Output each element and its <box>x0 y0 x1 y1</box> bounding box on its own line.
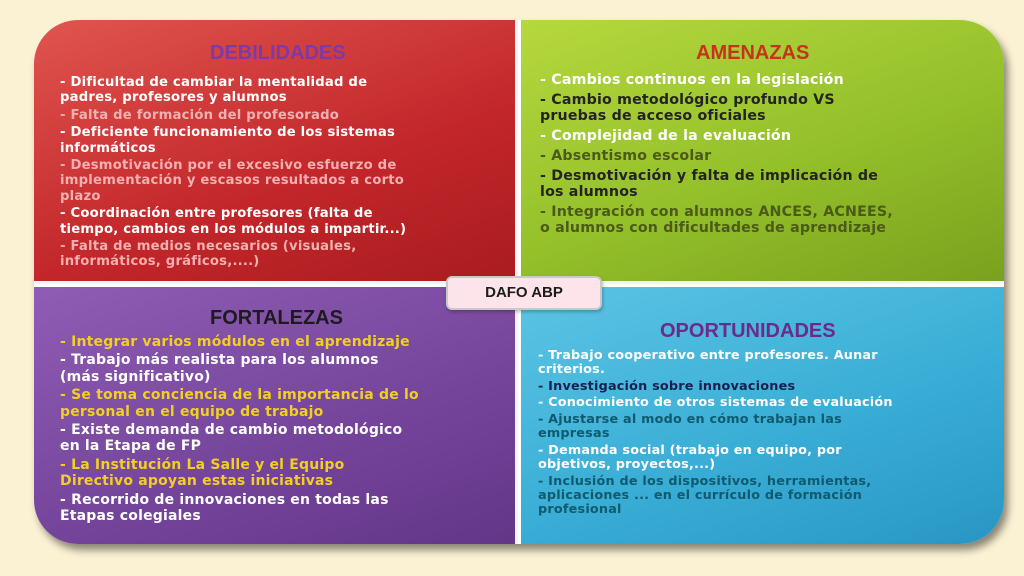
amenazas-title: AMENAZAS <box>696 42 810 64</box>
list-item: - Investigación sobre innovaciones <box>538 378 796 394</box>
list-item: - Desmotivación por el excesivo esfuerzo de implementación y escasos resultados a corto plazo <box>60 158 405 204</box>
list-item: - Dificultad de cambiar la mentalidad de padres, profesores y alumnos <box>60 75 368 106</box>
list-item: - Absentismo escolar <box>540 148 712 165</box>
list-item: - Cambios continuos en la legislación <box>540 72 844 88</box>
debilidades-title: DEBILIDADES <box>210 42 346 64</box>
list-item: - Coordinación entre profesores (falta de tiempo, cambios en los módulos a impartir...) <box>60 206 407 237</box>
center-label: DAFO ABP <box>446 276 602 310</box>
oportunidades-title: OPORTUNIDADES <box>660 320 836 342</box>
list-item: - Trabajo cooperativo entre profesores. Aunar criterios. <box>538 348 878 378</box>
list-item: - Integración con alumnos ANCES, ACNEES, o alumnos con dificultades de aprendizaje <box>540 204 893 236</box>
list-item: - Inclusión de los dispositivos, herramientas, aplicaciones ... en el currículo de formación profesional <box>538 473 872 517</box>
list-item: - Complejidad de la evaluación <box>540 127 792 144</box>
list-item: - Deficiente funcionamiento de los sistemas informáticos <box>60 125 396 156</box>
list-item: - Falta de formación del profesorado <box>60 107 339 123</box>
list-item: - Integrar varios módulos en el aprendizaje <box>60 334 410 350</box>
list-item: - Falta de medios necesarios (visuales, informáticos, gráficos,....) <box>60 239 357 270</box>
debilidades-list <box>60 75 406 272</box>
list-item: - Cambio metodológico profundo VS pruebas de acceso oficiales <box>540 92 835 124</box>
list-item: - Demanda social (trabajo en equipo, por objetivos, proyectos,...) <box>538 442 842 472</box>
list-item: - Recorrido de innovaciones en todas las Etapas colegiales <box>60 491 389 525</box>
list-item: - Se toma conciencia de la importancia de lo personal en el equipo de trabajo <box>60 387 419 420</box>
dafo-board <box>34 20 1004 544</box>
list-item: - La Institución La Salle y el Equipo Directivo apoyan estas iniciativas <box>60 456 345 490</box>
list-item: - Trabajo más realista para los alumnos (más significativo) <box>60 352 379 385</box>
list-item: - Ajustarse al modo en cómo trabajan las empresas <box>538 411 842 442</box>
amenazas-list <box>540 73 893 241</box>
list-item: - Existe demanda de cambio metodológico en la Etapa de FP <box>60 422 403 455</box>
list-item: - Desmotivación y falta de implicación de los alumnos <box>540 168 879 200</box>
fortalezas-title: FORTALEZAS <box>210 307 343 329</box>
list-item: - Conocimiento de otros sistemas de evaluación <box>538 395 893 411</box>
fortalezas-list <box>60 334 419 526</box>
oportunidades-list <box>538 349 893 520</box>
